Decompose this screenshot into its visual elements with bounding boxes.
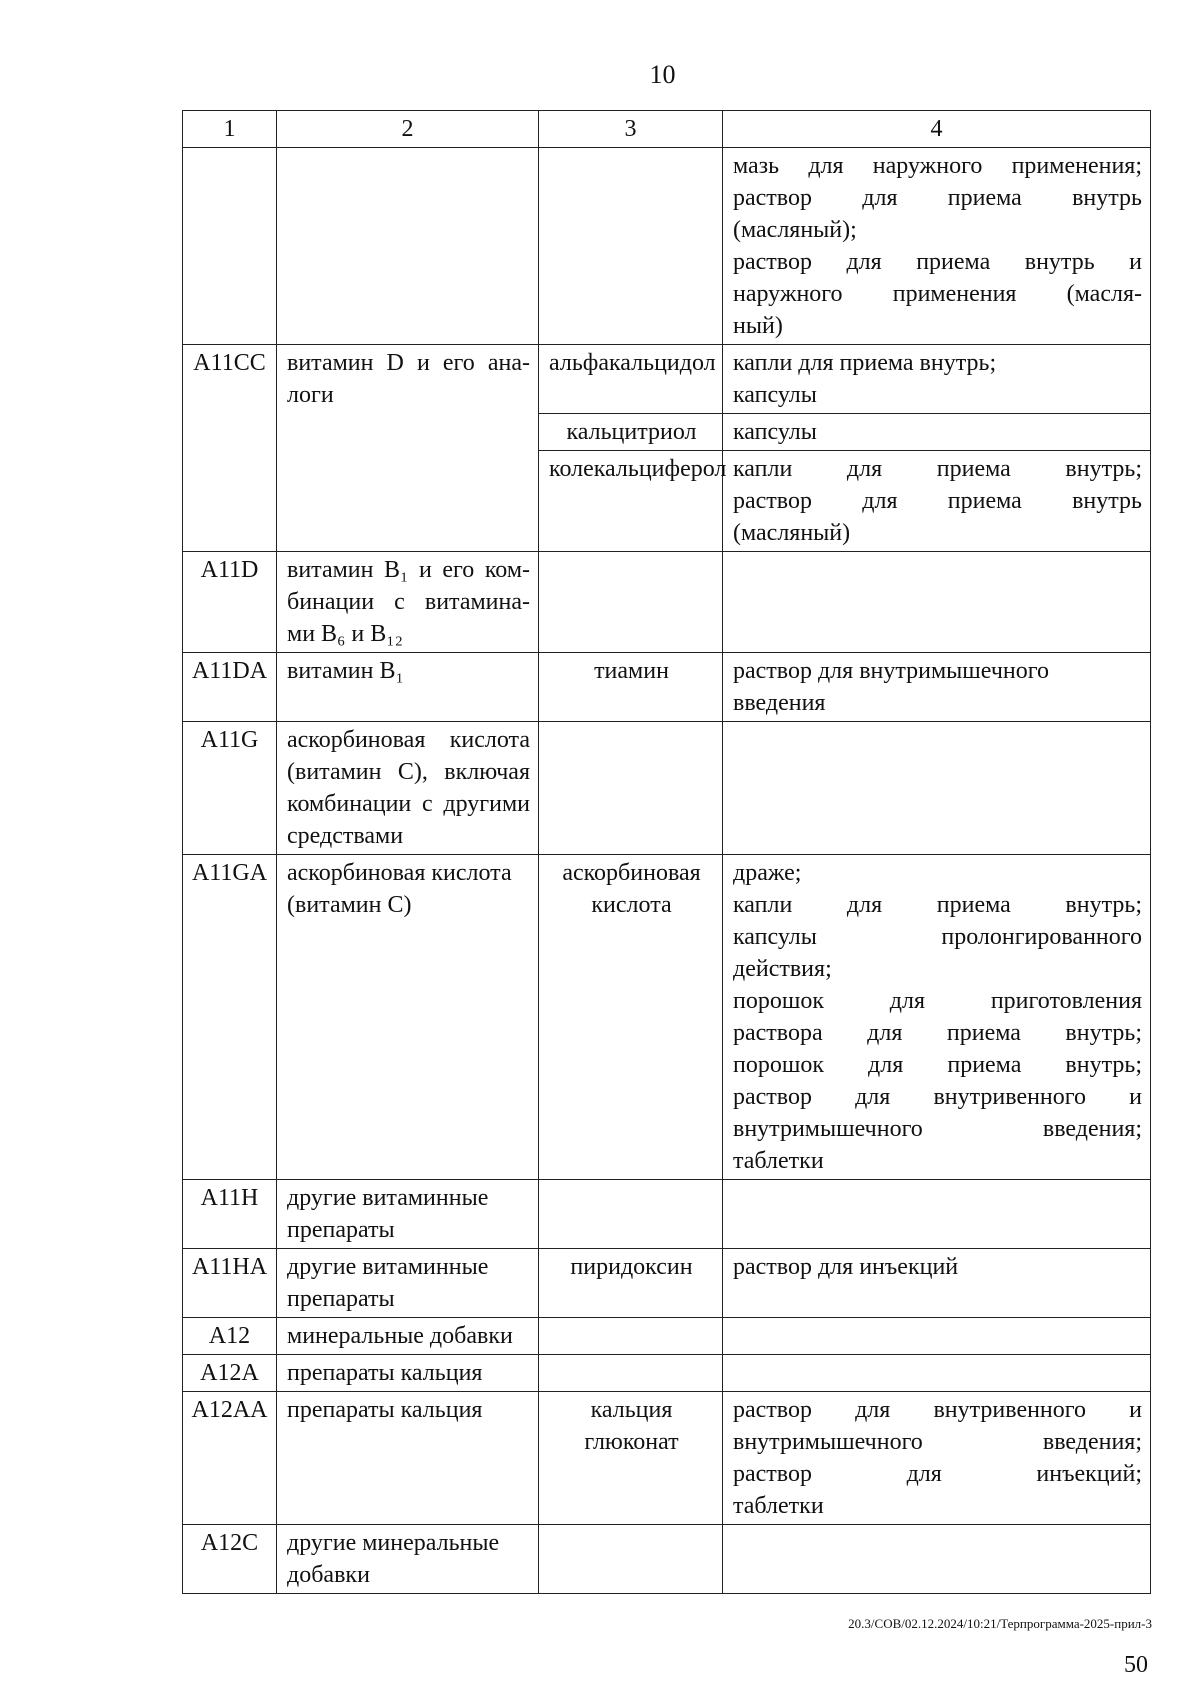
dosage-forms-cell-line: раствор для приема внутрь bbox=[733, 185, 1142, 211]
substance-cell bbox=[539, 552, 723, 653]
substance-cell bbox=[539, 855, 723, 1180]
group-name-cell-line: бинации с витамина- bbox=[287, 589, 530, 615]
substance-cell-line: аскорбиновая bbox=[562, 860, 701, 886]
dosage-forms-cell-line: порошок для приготовления bbox=[733, 988, 1142, 1014]
atc-code-cell: A11G bbox=[183, 722, 277, 855]
atc-code-cell: A12A bbox=[183, 1355, 277, 1392]
dosage-forms-cell-line: раствор для приема внутрь bbox=[733, 488, 1142, 514]
dosage-forms-cell-line: внутримышечного введения; bbox=[733, 1116, 1142, 1142]
substance-cell bbox=[539, 414, 723, 451]
dosage-forms-cell bbox=[723, 855, 1151, 1180]
dosage-forms-cell bbox=[723, 1318, 1151, 1355]
group-name-cell bbox=[277, 1180, 539, 1249]
group-name-cell-line: другие витаминные bbox=[287, 1254, 489, 1280]
group-name-cell-line: препараты кальция bbox=[287, 1360, 483, 1386]
table-row bbox=[183, 1318, 1151, 1355]
group-name-cell-line: аскорбиновая кислота bbox=[287, 727, 530, 753]
dosage-forms-cell-line: капсулы bbox=[733, 382, 817, 408]
dosage-forms-cell-line: порошок для приема внутрь; bbox=[733, 1052, 1142, 1078]
substance-cell bbox=[539, 1318, 723, 1355]
atc-code-cell: A12C bbox=[183, 1525, 277, 1594]
table-row bbox=[183, 1355, 1151, 1392]
atc-code-cell: A11DA bbox=[183, 653, 277, 722]
group-name-cell-line: средствами bbox=[287, 823, 404, 849]
group-name-cell bbox=[277, 345, 539, 552]
substance-cell bbox=[539, 1392, 723, 1525]
dosage-forms-cell bbox=[723, 148, 1151, 345]
dosage-forms-cell-line: действия; bbox=[733, 956, 832, 982]
document-code: 20.3/СОВ/02.12.2024/10:21/Терпрограмма-2025-прил-3 bbox=[848, 1616, 1152, 1631]
dosage-forms-cell-line: драже; bbox=[733, 860, 802, 886]
group-name-cell bbox=[277, 1392, 539, 1525]
group-name-cell-line: логи bbox=[287, 382, 334, 408]
substance-cell bbox=[539, 451, 727, 552]
dosage-forms-cell-line: ный) bbox=[733, 313, 783, 339]
table-row bbox=[183, 855, 1151, 1180]
dosage-forms-cell bbox=[723, 1525, 1151, 1594]
dosage-forms-cell-line: раствор для внутривенного и bbox=[733, 1397, 1142, 1423]
dosage-forms-cell-line: наружного применения (масля- bbox=[733, 281, 1142, 307]
dosage-forms-cell-line: раствор для внутривенного и bbox=[733, 1084, 1142, 1110]
group-name-cell bbox=[277, 552, 539, 653]
group-name-cell bbox=[277, 1249, 539, 1318]
substance-cell bbox=[539, 345, 723, 414]
substance-cell bbox=[539, 1249, 723, 1318]
atc-code-cell: A11H bbox=[183, 1180, 277, 1249]
drug-table bbox=[182, 110, 1151, 1594]
group-name-cell-line: (витамин С), включая bbox=[287, 759, 530, 785]
table-row bbox=[183, 552, 1151, 653]
substance-cell bbox=[539, 1180, 723, 1249]
dosage-forms-cell bbox=[723, 451, 1151, 552]
table-header-row bbox=[183, 111, 1151, 148]
dosage-forms-cell-line: раствор для инъекций bbox=[733, 1254, 959, 1280]
group-name-cell-line: (витамин С) bbox=[287, 892, 412, 918]
substance-cell-line: глюконат bbox=[584, 1429, 679, 1455]
table-row bbox=[183, 1392, 1151, 1525]
dosage-forms-cell bbox=[723, 345, 1151, 414]
group-name-cell-line: витамин B₁ bbox=[287, 658, 404, 684]
substance-cell bbox=[539, 1525, 723, 1594]
table-row bbox=[183, 653, 1151, 722]
dosage-forms-cell bbox=[723, 414, 1151, 451]
atc-code-cell: A12 bbox=[183, 1318, 277, 1355]
substance-cell-line: тиамин bbox=[594, 658, 669, 684]
dosage-forms-cell-line: введения bbox=[733, 690, 826, 716]
group-name-cell-line: добавки bbox=[287, 1562, 370, 1588]
header-col-1: 1 bbox=[183, 111, 277, 148]
group-name-cell-line: аскорбиновая кислота bbox=[287, 860, 512, 886]
group-name-cell-line: минеральные добавки bbox=[287, 1323, 513, 1349]
dosage-forms-cell-line: капли для приема внутрь; bbox=[733, 456, 1142, 482]
group-name-cell bbox=[277, 1318, 539, 1355]
page-number-top: 10 bbox=[649, 60, 676, 89]
dosage-forms-cell-line: капли для приема внутрь; bbox=[733, 892, 1142, 918]
substance-cell bbox=[539, 148, 723, 345]
dosage-forms-cell-line: раствор для инъекций; bbox=[733, 1461, 1142, 1487]
dosage-forms-cell-line: мазь для наружного применения; bbox=[733, 153, 1142, 179]
group-name-cell-line: комбинации с другими bbox=[287, 791, 530, 817]
substance-cell-line: колекальциферол bbox=[549, 456, 727, 482]
group-name-cell bbox=[277, 855, 539, 1180]
substance-cell bbox=[539, 722, 723, 855]
dosage-forms-cell bbox=[723, 1249, 1151, 1318]
group-name-cell-line: препараты кальция bbox=[287, 1397, 483, 1423]
dosage-forms-cell-line: таблетки bbox=[733, 1148, 824, 1174]
dosage-forms-cell-line: раствора для приема внутрь; bbox=[733, 1020, 1142, 1046]
dosage-forms-cell bbox=[723, 552, 1151, 653]
group-name-cell-line: другие минеральные bbox=[287, 1530, 500, 1556]
group-name-cell bbox=[277, 1525, 539, 1594]
group-name-cell bbox=[277, 1355, 539, 1392]
dosage-forms-cell-line: (масляный) bbox=[733, 520, 851, 546]
dosage-forms-cell-line: (масляный); bbox=[733, 217, 857, 243]
dosage-forms-cell bbox=[723, 1180, 1151, 1249]
table-row bbox=[183, 1180, 1151, 1249]
substance-cell bbox=[539, 1355, 723, 1392]
dosage-forms-cell-line: внутримышечного введения; bbox=[733, 1429, 1142, 1455]
dosage-forms-cell bbox=[723, 1355, 1151, 1392]
dosage-forms-cell-line: таблетки bbox=[733, 1493, 824, 1519]
atc-code-cell: A11D bbox=[183, 552, 277, 653]
substance-cell-line: кальцитриол bbox=[566, 419, 697, 445]
header-col-3: 3 bbox=[539, 111, 723, 148]
substance-cell-line: кислота bbox=[591, 892, 672, 918]
dosage-forms-cell-line: капсулы пролонгированного bbox=[733, 924, 1142, 950]
substance-cell-line: пиридоксин bbox=[570, 1254, 693, 1280]
dosage-forms-cell bbox=[723, 1392, 1151, 1525]
atc-code-cell: A12AA bbox=[183, 1392, 277, 1525]
substance-cell-line: кальция bbox=[590, 1397, 673, 1423]
table-row bbox=[183, 345, 1151, 414]
atc-code-cell: A11HA bbox=[183, 1249, 277, 1318]
atc-code-cell: A11GA bbox=[183, 855, 277, 1180]
group-name-cell-line: ми B₆ и B₁₂ bbox=[287, 621, 403, 647]
table-row bbox=[183, 1249, 1151, 1318]
substance-cell-line: альфакальцидол bbox=[549, 350, 716, 376]
dosage-forms-cell-line: раствор для приема внутрь и bbox=[733, 249, 1142, 275]
header-col-2: 2 bbox=[277, 111, 539, 148]
table-row bbox=[183, 148, 1151, 345]
page-number-bottom: 50 bbox=[1124, 1652, 1148, 1678]
atc-code-cell: A11CC bbox=[183, 345, 277, 552]
table-row bbox=[183, 1525, 1151, 1594]
dosage-forms-cell bbox=[723, 653, 1151, 722]
atc-code-cell bbox=[183, 148, 277, 345]
table-row bbox=[183, 722, 1151, 855]
group-name-cell-line: препараты bbox=[287, 1217, 395, 1243]
group-name-cell-line: препараты bbox=[287, 1286, 395, 1312]
group-name-cell bbox=[277, 653, 539, 722]
group-name-cell-line: витамин D и его ана- bbox=[287, 350, 530, 376]
group-name-cell bbox=[277, 722, 539, 855]
dosage-forms-cell-line: капли для приема внутрь; bbox=[733, 350, 997, 376]
dosage-forms-cell-line: капсулы bbox=[733, 419, 817, 445]
group-name-cell-line: витамин B₁ и его ком- bbox=[287, 557, 530, 583]
group-name-cell-line: другие витаминные bbox=[287, 1185, 489, 1211]
dosage-forms-cell-line: раствор для внутримышечного bbox=[733, 658, 1049, 684]
header-col-4: 4 bbox=[723, 111, 1151, 148]
dosage-forms-cell bbox=[723, 722, 1151, 855]
group-name-cell bbox=[277, 148, 539, 345]
substance-cell bbox=[539, 653, 723, 722]
